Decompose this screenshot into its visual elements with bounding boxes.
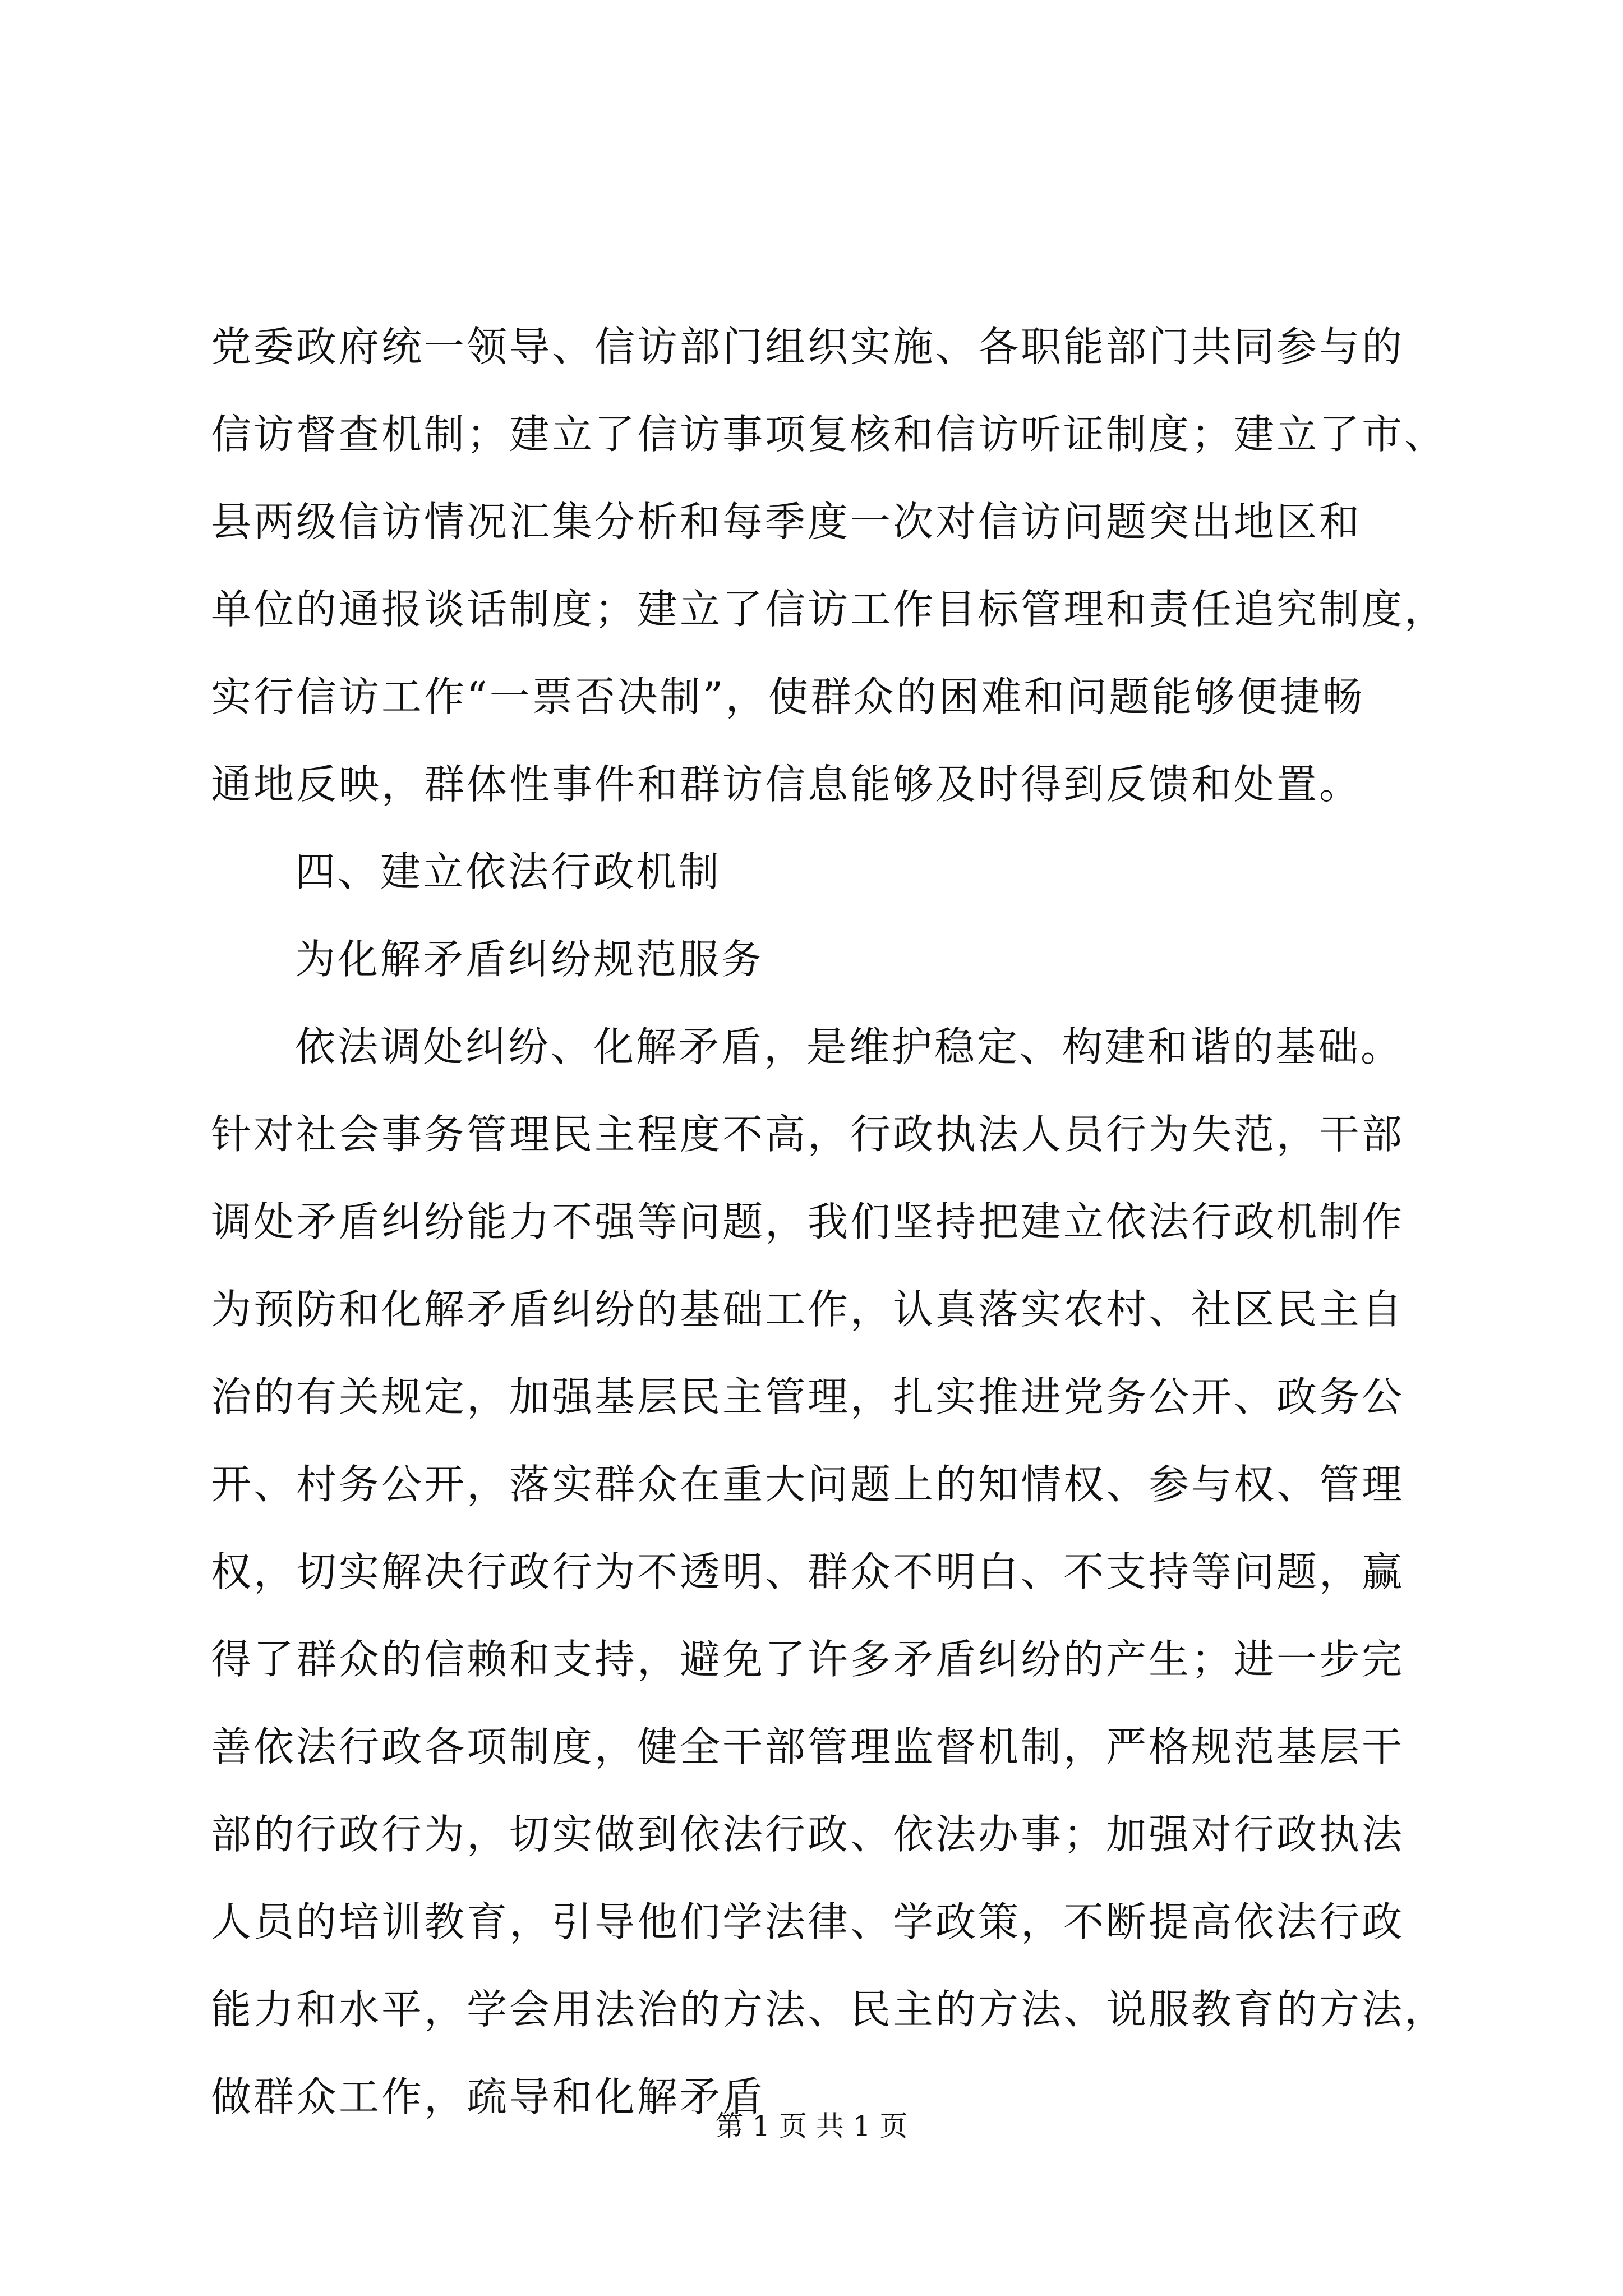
text-line: 通地反映，群体性事件和群访信息能够及时得到反馈和处置。	[211, 761, 1362, 808]
section-heading: 四、建立依法行政机制	[295, 848, 722, 895]
paragraph-first-line: 依法调处纠纷、化解矛盾，是维护稳定、构建和谐的基础。	[295, 1023, 1404, 1070]
text-line: 部的行政行为，切实做到依法行政、依法办事；加强对行政执法	[211, 1811, 1405, 1858]
document-body	[211, 303, 1447, 2141]
text-line: 善依法行政各项制度，健全干部管理监督机制，严格规范基层干	[211, 1723, 1405, 1770]
text-line: 做群众工作，疏导和化解矛盾	[211, 2073, 766, 2120]
text-line: 信访督查机制；建立了信访事项复核和信访听证制度；建立了市、	[211, 411, 1447, 458]
text-line: 权，切实解决行政行为不透明、群众不明白、不支持等问题，赢	[211, 1548, 1405, 1595]
text-line: 人员的培训教育，引导他们学法律、学政策，不断提高依法行政	[211, 1898, 1405, 1945]
text-line: 开、村务公开，落实群众在重大问题上的知情权、参与权、管理	[211, 1461, 1405, 1508]
text-line: 针对社会事务管理民主程度不高，行政执法人员行为失范，干部	[211, 1111, 1405, 1158]
page-footer	[0, 2106, 1623, 2146]
text-line: 为预防和化解矛盾纠纷的基础工作，认真落实农村、社区民主自	[211, 1286, 1405, 1333]
text-line: 单位的通报谈话制度；建立了信访工作目标管理和责任追究制度，	[211, 586, 1447, 633]
page-number-label: 第 1 页 共 1 页	[715, 2110, 908, 2142]
text-line: 得了群众的信赖和支持，避免了许多矛盾纠纷的产生；进一步完	[211, 1636, 1405, 1683]
text-line: 治的有关规定，加强基层民主管理，扎实推进党务公开、政务公	[211, 1373, 1405, 1420]
section-subheading: 为化解矛盾纠纷规范服务	[295, 936, 764, 983]
text-line: 调处矛盾纠纷能力不强等问题，我们坚持把建立依法行政机制作	[211, 1198, 1405, 1245]
text-line: 党委政府统一领导、信访部门组织实施、各职能部门共同参与的	[211, 323, 1405, 370]
text-line: 县两级信访情况汇集分析和每季度一次对信访问题突出地区和	[211, 498, 1362, 545]
text-line: 实行信访工作“一票否决制”，使群众的困难和问题能够便捷畅	[211, 673, 1365, 720]
text-line: 能力和水平，学会用法治的方法、民主的方法、说服教育的方法，	[211, 1986, 1447, 2033]
